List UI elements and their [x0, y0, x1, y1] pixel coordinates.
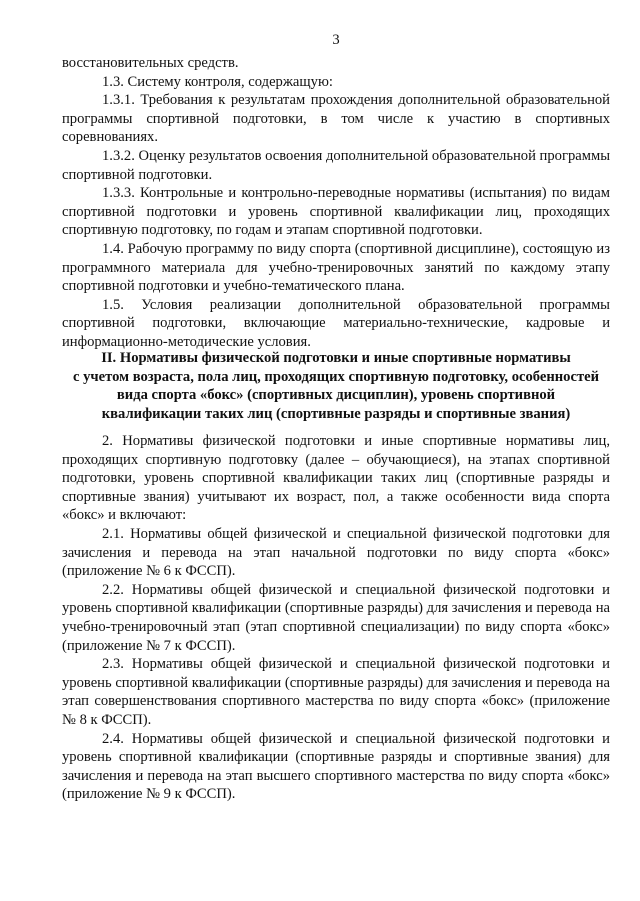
section-heading [62, 349, 610, 423]
section-heading-line: вида спорта «бокс» (спортивных дисциплин), уровень спортивной [116, 387, 556, 404]
paragraph: 1.3.2. Оценку результатов освоения дополнительной образовательной программы спортивной подготовки. [62, 147, 610, 183]
paragraph: 2.1. Нормативы общей физической и специальной физической подготовки для зачисления и перевода на этап начальной подготовки по виду спорта «бокс» (приложение № 6 к ФССП). [62, 525, 610, 580]
paragraph: 1.5. Условия реализации дополнительной образовательной программы спортивной подготовки, включающие материально-технические, кадровые и информационно-методические условия. [62, 296, 610, 350]
section-heading-line: II. Нормативы физической подготовки и иные спортивные нормативы [101, 350, 571, 366]
section-heading-line: квалификации таких лиц (спортивные разряды и спортивные звания) [101, 405, 571, 422]
paragraph: восстановительных средств. [62, 55, 239, 71]
paragraph: 1.3.3. Контрольные и контрольно-переводные нормативы (испытания) по видам спортивной подготовки и уровень спортивной квалификации лиц, проходящих спортивную подготовку, по годам и этапам спортивной подготовки. [62, 185, 610, 239]
paragraph: 1.3. Систему контроля, содержащую: [102, 73, 333, 90]
paragraph: 1.4. Рабочую программу по виду спорта (спортивной дисциплине), состоящую из программного материала для учебно-тренировочных занятий по каждому этапу спортивной подготовки и учебно-тематического плана. [62, 240, 610, 295]
paragraph: 2. Нормативы физической подготовки и иные спортивные нормативы лиц, проходящих спортивную подготовку (далее – обучающиеся), на этапах спортивной подготовки, уровень спортивной квалификации таких лиц (спортивные разряды и спортивные звания) учитывают их возраст, пол, а также особенности вида спорта «бокс» и включают: [62, 433, 610, 524]
paragraph: 2.2. Нормативы общей физической и специальной физической подготовки и уровень спортивной квалификации (спортивные разряды) для зачисления и перевода на учебно-тренировочный этап (этап спортивной специализации) по виду спорта «бокс» (приложение № 7 к ФССП). [62, 581, 610, 654]
document-body-top [62, 54, 610, 352]
paragraph: 2.4. Нормативы общей физической и специальной физической подготовки и уровень спортивной квалификации (спортивные разряды и спортивные звания) для зачисления и перевода на этап высшего спортивного мастерства по виду спорта «бокс» (приложение № 9 к ФССП). [62, 730, 610, 803]
section-heading-line: с учетом возраста, пола лиц, проходящих спортивную подготовку, особенностей [73, 368, 599, 385]
page-number: 3 [332, 32, 340, 48]
document-body-bottom [62, 432, 610, 804]
paragraph: 1.3.1. Требования к результатам прохождения дополнительной образовательной программы спортивной подготовки, в том числе к участию в спортивных соревнованиях. [62, 92, 610, 146]
paragraph: 2.3. Нормативы общей физической и специальной физической подготовки и уровень спортивной квалификации (спортивные разряды) для зачисления и перевода на этап совершенствования спортивного мастерства по виду спорта «бокс» (приложение № 8 к ФССП). [62, 656, 610, 728]
